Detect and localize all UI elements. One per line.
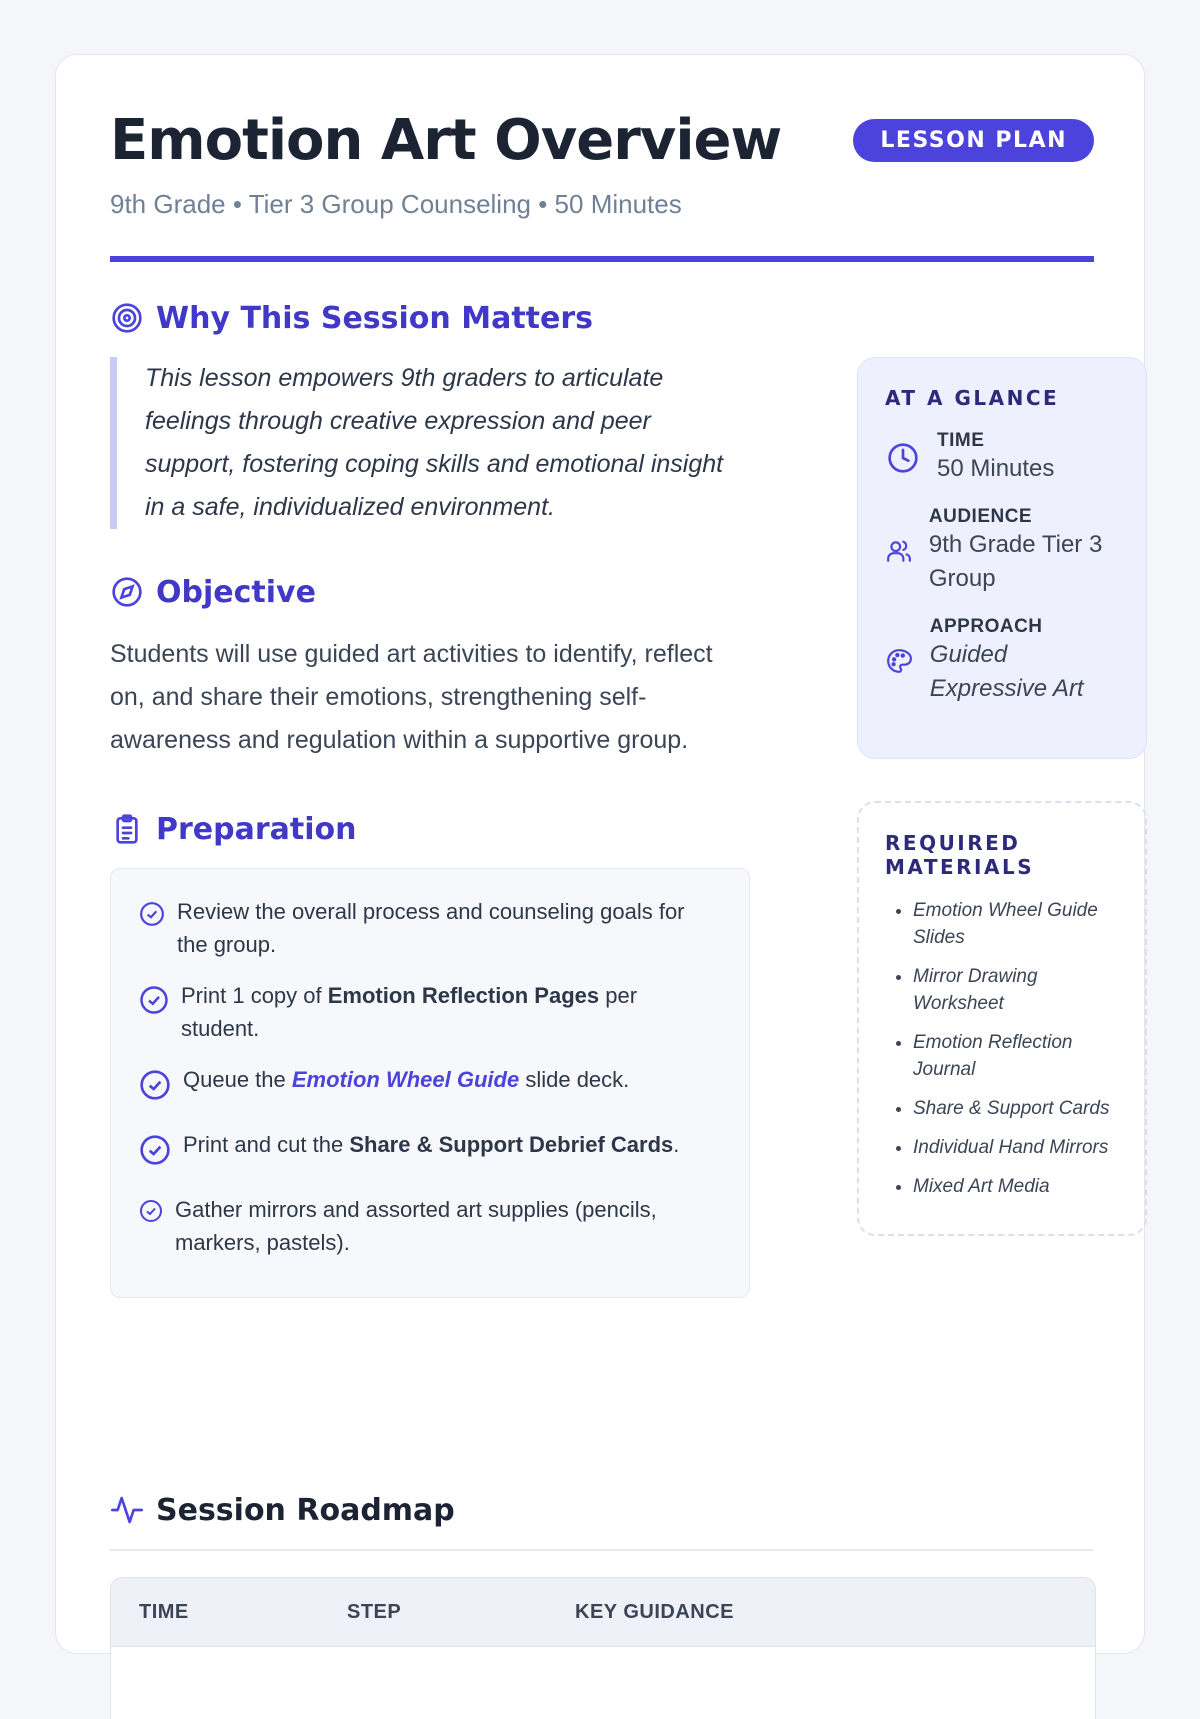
prep-item (139, 979, 721, 1045)
users-icon (885, 538, 913, 564)
roadmap-table (110, 1577, 1096, 1719)
header (110, 105, 1094, 220)
list-item: • Mirror Drawing Worksheet (913, 963, 1121, 1017)
emotion-wheel-guide-link[interactable]: Emotion Wheel Guide (291, 1067, 520, 1092)
session-roadmap (110, 1487, 1094, 1719)
column-header-guidance: KEY GUIDANCE (575, 1600, 734, 1623)
prep-text: Queue the Emotion Wheel Guide slide deck. (183, 1067, 630, 1092)
prep-text: Print and cut the Share & Support Debrief Cards. (183, 1132, 680, 1157)
prep-text: Gather mirrors and assorted art supplies (pencils, markers, pastels). (175, 1197, 657, 1255)
glance-label: TIME (937, 430, 985, 451)
column-header-time: TIME (139, 1600, 189, 1623)
prep-item (139, 1128, 721, 1175)
page-title: Emotion Art Overview (110, 108, 782, 173)
at-a-glance-panel (857, 357, 1147, 759)
section-header-why (110, 295, 746, 341)
preparation-checklist (110, 868, 750, 1298)
section-title-preparation: Preparation (156, 811, 357, 847)
clock-icon (885, 442, 921, 474)
lesson-plan-badge: LESSON PLAN (853, 119, 1094, 162)
prep-item (139, 1193, 721, 1259)
check-circle-icon (139, 985, 169, 1024)
header-divider (110, 256, 1094, 262)
check-circle-icon (139, 901, 165, 936)
glance-item-audience (885, 506, 1120, 596)
glance-value: Guided Expressive Art (929, 641, 1084, 702)
section-header-roadmap (110, 1487, 1094, 1533)
list-item: • Individual Hand Mirrors (913, 1134, 1121, 1161)
section-title-objective: Objective (156, 574, 316, 610)
list-item: • Mixed Art Media (913, 1173, 1121, 1200)
roadmap-divider (110, 1549, 1094, 1551)
check-circle-icon (139, 1199, 163, 1232)
section-header-objective (110, 569, 746, 615)
target-icon (110, 301, 144, 335)
column-header-step: STEP (347, 1600, 402, 1623)
prep-item (139, 1063, 721, 1110)
at-a-glance-title: AT A GLANCE (885, 386, 1060, 410)
prep-item (139, 895, 721, 961)
glance-label: APPROACH (929, 616, 1043, 637)
list-item: • Emotion Reflection Journal (913, 1029, 1121, 1083)
palette-icon (885, 648, 914, 674)
glance-item-time (885, 430, 1120, 486)
glance-value: 9th Grade Tier 3 Group (928, 531, 1103, 592)
section-title-roadmap: Session Roadmap (156, 1492, 455, 1528)
required-materials-title: REQUIRED MATERIALS (885, 831, 1035, 879)
why-quote: This lesson empowers 9th graders to articulate feelings through creative expression and peer support, fostering coping skills and emotional insight in a safe, individualized environment. (110, 357, 735, 529)
list-item: • Share & Support Cards (913, 1095, 1121, 1122)
section-title-why: Why This Session Matters (156, 300, 593, 336)
section-header-preparation (110, 806, 746, 852)
check-circle-icon (139, 1134, 171, 1175)
glance-label: AUDIENCE (928, 506, 1033, 527)
page-subtitle: 9th Grade • Tier 3 Group Counseling • 50 Minutes (110, 189, 682, 219)
table-header (111, 1578, 1095, 1646)
clipboard-list-icon (110, 812, 144, 846)
main-column (110, 295, 746, 1298)
glance-item-approach (885, 616, 1120, 706)
glance-value: 50 Minutes (937, 455, 1055, 482)
objective-text: Students will use guided art activities to identify, reflect on, and share their emotions, strengthening self-awareness and regulation within a supportive group. (110, 640, 713, 754)
sidebar (857, 357, 1147, 1236)
compass-icon (110, 575, 144, 609)
materials-list (885, 897, 1121, 1200)
prep-text: Print 1 copy of Emotion Reflection Pages per student. (181, 983, 638, 1041)
check-circle-icon (139, 1069, 171, 1110)
lesson-card (55, 54, 1145, 1654)
activity-icon (110, 1493, 144, 1527)
table-body (111, 1646, 1095, 1719)
prep-text: Review the overall process and counseling goals for the group. (177, 899, 685, 957)
list-item: • Emotion Wheel Guide Slides (913, 897, 1121, 951)
required-materials-panel (857, 801, 1147, 1236)
